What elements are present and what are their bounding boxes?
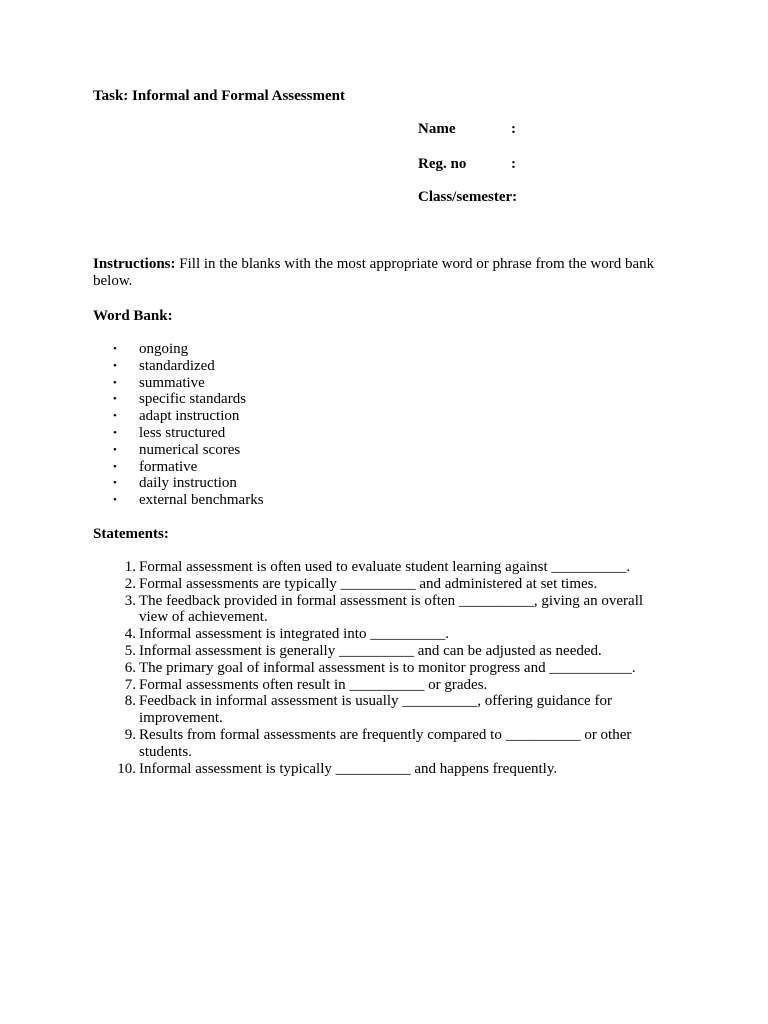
statement-text: The feedback provided in formal assessment is often __________, giving an overall view of achievement. bbox=[139, 592, 644, 626]
word-bank-item bbox=[93, 375, 264, 392]
statement-text: Feedback in informal assessment is usually __________, offering guidance for improvement. bbox=[139, 693, 612, 727]
statement-text: Results from formal assessments are frequently compared to __________ or other students. bbox=[139, 726, 632, 760]
name-colon: : bbox=[511, 121, 516, 137]
bullet-icon: • bbox=[113, 494, 117, 507]
name-label: Name bbox=[418, 121, 456, 137]
bullet-icon: • bbox=[113, 410, 117, 423]
word-bank-item-text: standardized bbox=[139, 357, 215, 374]
word-bank-item-text: formative bbox=[139, 458, 198, 475]
word-bank-item-text: adapt instruction bbox=[139, 408, 240, 425]
statement-item bbox=[93, 660, 673, 677]
bullet-icon: • bbox=[113, 393, 117, 406]
bullet-icon: • bbox=[113, 426, 117, 439]
word-bank-item bbox=[93, 341, 264, 358]
bullet-icon: • bbox=[113, 359, 117, 372]
word-bank-item bbox=[93, 408, 264, 425]
word-bank-item-text: summative bbox=[139, 374, 205, 391]
word-bank-item bbox=[93, 459, 264, 476]
statement-item bbox=[93, 693, 673, 727]
statement-text: Informal assessment is integrated into __________. bbox=[139, 626, 449, 643]
statements-heading: Statements: bbox=[93, 526, 169, 542]
statement-text: The primary goal of informal assessment is to monitor progress and ___________. bbox=[139, 659, 636, 676]
statement-number: 7. bbox=[124, 676, 136, 693]
statement-number: 6. bbox=[124, 659, 136, 676]
word-bank-item bbox=[93, 425, 264, 442]
statement-number: 9. bbox=[124, 726, 136, 743]
bullet-icon: • bbox=[113, 477, 117, 490]
statement-item bbox=[93, 593, 673, 627]
word-bank-item-text: ongoing bbox=[139, 341, 189, 357]
word-bank-item-text: daily instruction bbox=[139, 475, 237, 492]
class-semester-field-row bbox=[418, 188, 517, 206]
statement-item bbox=[93, 559, 673, 576]
statement-item bbox=[93, 677, 673, 694]
instructions-paragraph bbox=[93, 256, 683, 290]
statement-number: 5. bbox=[124, 642, 136, 659]
word-bank-item-text: less structured bbox=[139, 424, 226, 441]
word-bank-heading: Word Bank: bbox=[93, 308, 173, 324]
statement-text: Informal assessment is typically __________ and happens frequently. bbox=[139, 760, 558, 777]
name-field-row bbox=[418, 120, 516, 138]
statement-item bbox=[93, 626, 673, 643]
statement-text: Informal assessment is generally __________ and can be adjusted as needed. bbox=[139, 642, 602, 659]
reg-no-field-row bbox=[418, 155, 516, 173]
reg-no-colon: : bbox=[511, 156, 516, 172]
bullet-icon: • bbox=[113, 376, 117, 389]
statement-number: 1. bbox=[124, 559, 136, 575]
word-bank-item bbox=[93, 475, 264, 492]
statement-number: 3. bbox=[124, 592, 136, 609]
word-bank-item-text: external benchmarks bbox=[139, 492, 264, 509]
bullet-icon: • bbox=[113, 443, 117, 456]
word-bank-item bbox=[93, 492, 264, 509]
task-title: Task: Informal and Formal Assessment bbox=[93, 88, 345, 104]
instructions-text: Fill in the blanks with the most appropriate word or phrase from the word bank below. bbox=[93, 256, 655, 289]
word-bank-item-text: numerical scores bbox=[139, 441, 241, 458]
statement-text: Formal assessments often result in __________ or grades. bbox=[139, 676, 488, 693]
reg-no-label: Reg. no bbox=[418, 156, 467, 172]
statement-item bbox=[93, 576, 673, 593]
instructions-lead: Instructions: bbox=[93, 256, 176, 272]
word-bank-list bbox=[93, 341, 264, 509]
bullet-icon: • bbox=[113, 343, 117, 355]
statement-number: 10. bbox=[117, 760, 136, 777]
word-bank-item bbox=[93, 358, 264, 375]
statement-text: Formal assessments are typically __________ and administered at set times. bbox=[139, 575, 598, 592]
statement-item bbox=[93, 643, 673, 660]
statements-list bbox=[93, 559, 673, 777]
word-bank-item bbox=[93, 391, 264, 408]
word-bank-item bbox=[93, 442, 264, 459]
statement-number: 2. bbox=[124, 575, 136, 592]
bullet-icon: • bbox=[113, 460, 117, 473]
statement-number: 8. bbox=[124, 693, 136, 710]
statement-text: Formal assessment is often used to evaluate student learning against __________. bbox=[139, 559, 631, 575]
statement-number: 4. bbox=[124, 626, 136, 643]
statement-item bbox=[93, 761, 673, 778]
word-bank-item-text: specific standards bbox=[139, 391, 247, 408]
statement-item bbox=[93, 727, 673, 761]
class-semester-label: Class/semester: bbox=[418, 189, 518, 205]
